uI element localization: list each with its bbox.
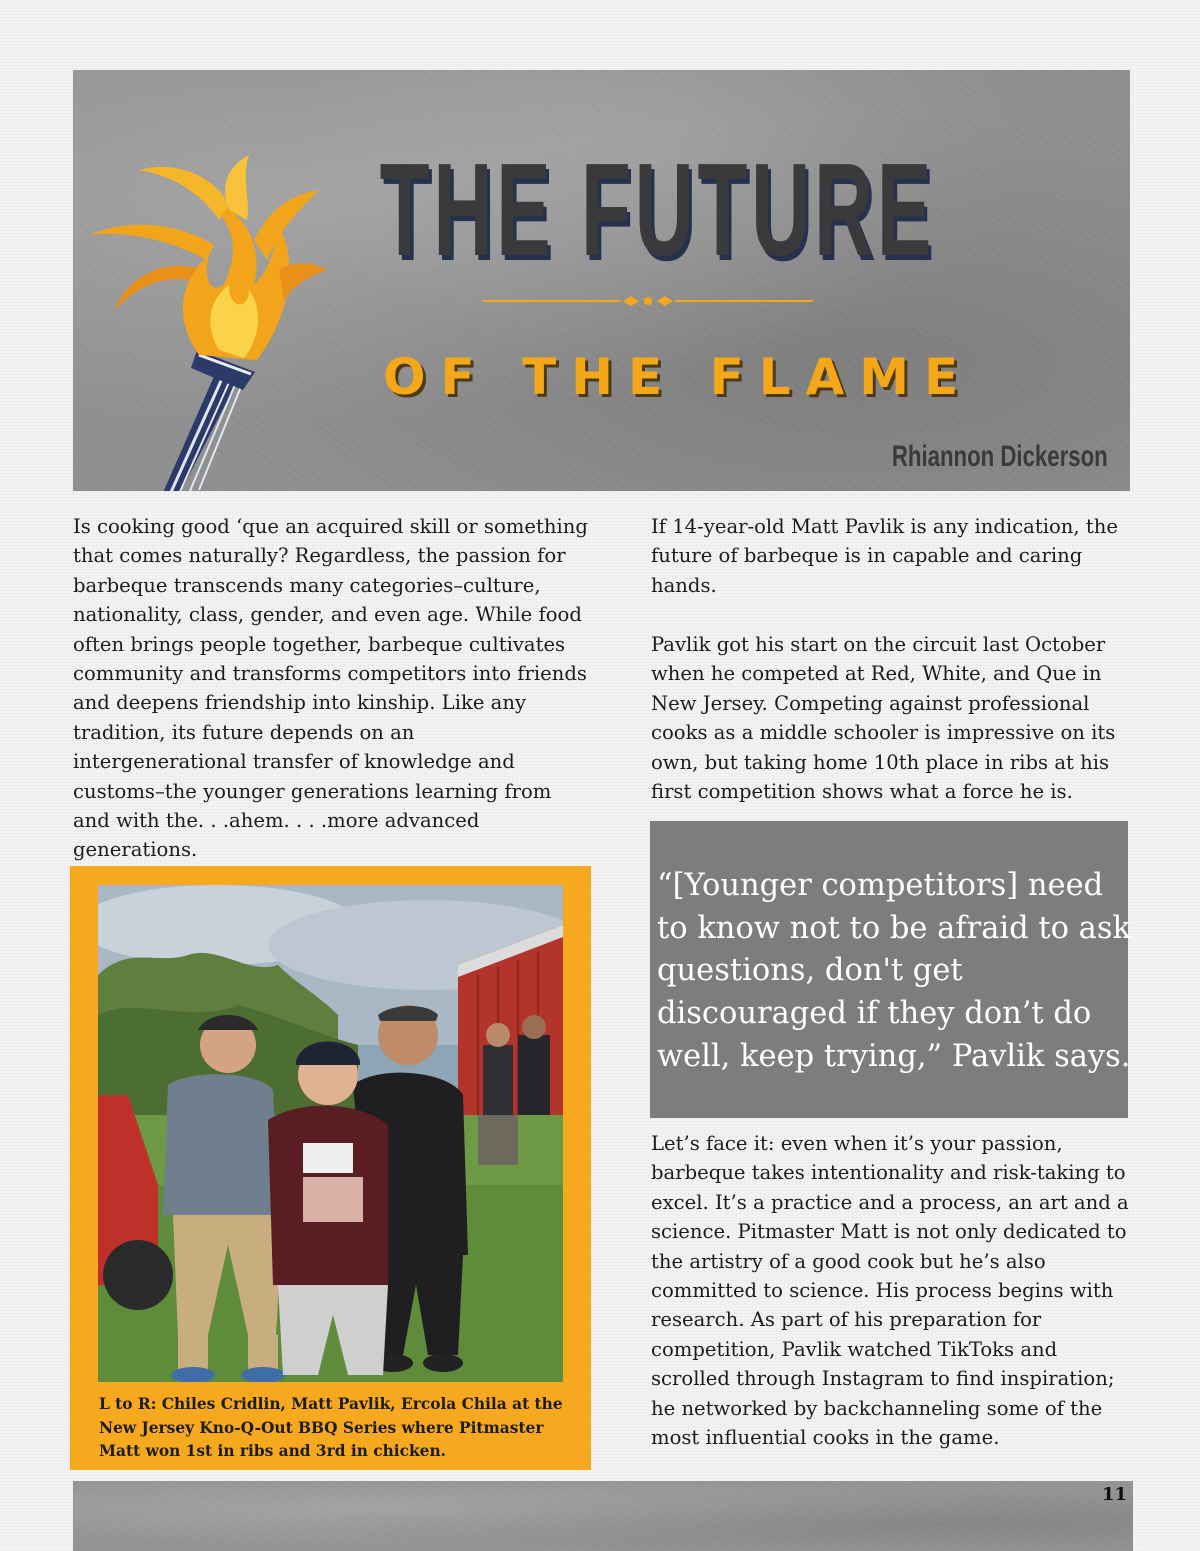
footer-bar	[73, 1481, 1133, 1551]
photo-caption: L to R: Chiles Cridlin, Matt Pavlik, Ercola Chila at the New Jersey Kno-Q-Out BBQ Series where Pitmaster Matt won 1st in ribs and 3rd in chicken.	[99, 1395, 563, 1460]
torch-icon	[79, 150, 329, 491]
body-paragraph-1: If 14-year-old Matt Pavlik is any indication, the future of barbeque is in capable and caring hands.	[651, 515, 1118, 597]
body-paragraph-3: Let’s face it: even when it’s your passion, barbeque takes intentionality and risk-taking to excel. It’s a practice and a process, an art and a science. Pitmaster Matt is not only dedicated to the artistry of a good cook but he’s also committed to science. His process begins with research. As part of his preparation for competition, Pavlik watched TikToks and scrolled through Instagram to find inspiration; he networked by backchanneling some of the most influential cooks in the game.	[651, 1132, 1129, 1450]
photo-frame	[70, 866, 591, 1470]
body-paragraph-2: Pavlik got his start on the circuit last October when he competed at Red, White, and Que in New Jersey. Competing against professional cooks as a middle schooler is impressive on its own, but taking home 10th place in ribs at his first competition shows what a force he is.	[651, 633, 1116, 804]
article-photo	[98, 885, 563, 1382]
author-byline: Rhiannon Dickerson	[892, 440, 1108, 473]
title-main: THE FUTURE	[379, 136, 936, 283]
pull-quote-box	[650, 821, 1131, 1118]
header-banner	[73, 70, 1130, 491]
pull-quote-text: “[Younger competitors] need to know not to be afraid to ask questions, don't get discouraged if they don’t do well, keep trying,” Pavlik says.	[657, 868, 1131, 1074]
title-subtitle: OF THE FLAME	[383, 348, 974, 406]
intro-paragraph: Is cooking good ‘que an acquired skill or something that comes naturally? Regardless, the passion for barbeque transcends many categories–culture, nationality, class, gender, and even age. While food often brings people together, barbeque cultivates community and transforms competitors into friends and deepens friendship into kinship. Like any tradition, its future depends on an intergenerational transfer of knowledge and customs–the younger generations learning from and with the. . .ahem. . . .more advanced generations.	[73, 515, 588, 862]
page-number: 11	[1101, 1484, 1127, 1505]
title-divider	[483, 295, 813, 307]
